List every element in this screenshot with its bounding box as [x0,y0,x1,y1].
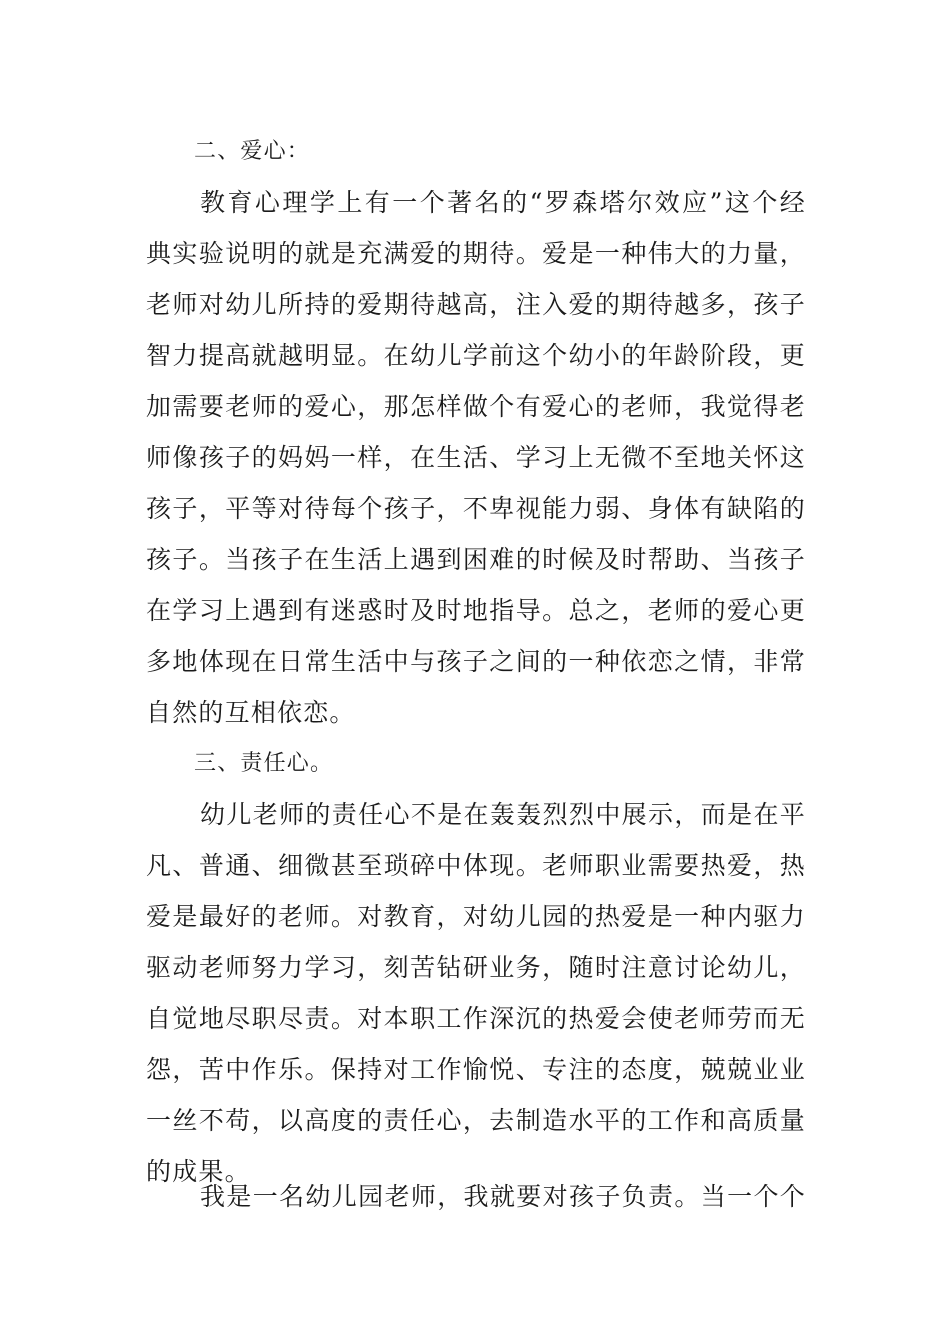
section-responsibility-continued [146,1171,806,1222]
paragraph-line: 自觉地尽职尽责。对本职工作深沉的热爱会使老师劳而无 [146,1004,806,1033]
paragraph-line: 典实验说明的就是充满爱的期待。爱是一种伟大的力量， [146,239,806,268]
paragraph-line: 一丝不苟，以高度的责任心，去制造水平的工作和高质量 [146,1106,806,1135]
section-love [146,126,806,738]
paragraph-line: 加需要老师的爱心，那怎样做个有爱心的老师，我觉得老 [146,392,806,421]
section-responsibility [146,738,806,1197]
paragraph-line: 孩子。当孩子在生活上遇到困难的时候及时帮助、当孩子 [146,545,806,574]
paragraph-line: 教育心理学上有一个著名的“罗森塔尔效应”这个经 [200,188,806,217]
section-heading-responsibility: 三、责任心。 [194,751,334,776]
paragraph-line: 老师对幼儿所持的爱期待越高，注入爱的期待越多，孩子 [146,290,806,319]
paragraph-line: 幼儿老师的责任心不是在轰轰烈烈中展示，而是在平 [200,800,806,829]
paragraph-line: 智力提高就越明显。在幼儿学前这个幼小的年龄阶段，更 [146,341,806,370]
paragraph-line: 凡、普通、细微甚至琐碎中体现。老师职业需要热爱，热 [146,851,806,880]
paragraph-line: 怨，苦中作乐。保持对工作愉悦、专注的态度，兢兢业业 [146,1055,806,1084]
paragraph-line: 驱动老师努力学习，刻苦钻研业务，随时注意讨论幼儿， [146,953,806,982]
paragraph-line: 自然的互相依恋。 [146,698,356,727]
paragraph-line: 我是一名幼儿园老师，我就要对孩子负责。当一个个 [200,1182,806,1211]
paragraph-line: 师像孩子的妈妈一样，在生活、学习上无微不至地关怀这 [146,443,806,472]
paragraph-line: 在学习上遇到有迷惑时及时地指导。总之，老师的爱心更 [146,596,806,625]
paragraph-line: 孩子，平等对待每个孩子，不卑视能力弱、身体有缺陷的 [146,494,806,523]
paragraph-line: 的成果。 [146,1157,251,1186]
paragraph-line: 多地体现在日常生活中与孩子之间的一种依恋之情，非常 [146,647,806,676]
paragraph-line: 爱是最好的老师。对教育，对幼儿园的热爱是一种内驱力 [146,902,806,931]
section-heading-love: 二、爱心： [194,139,311,164]
